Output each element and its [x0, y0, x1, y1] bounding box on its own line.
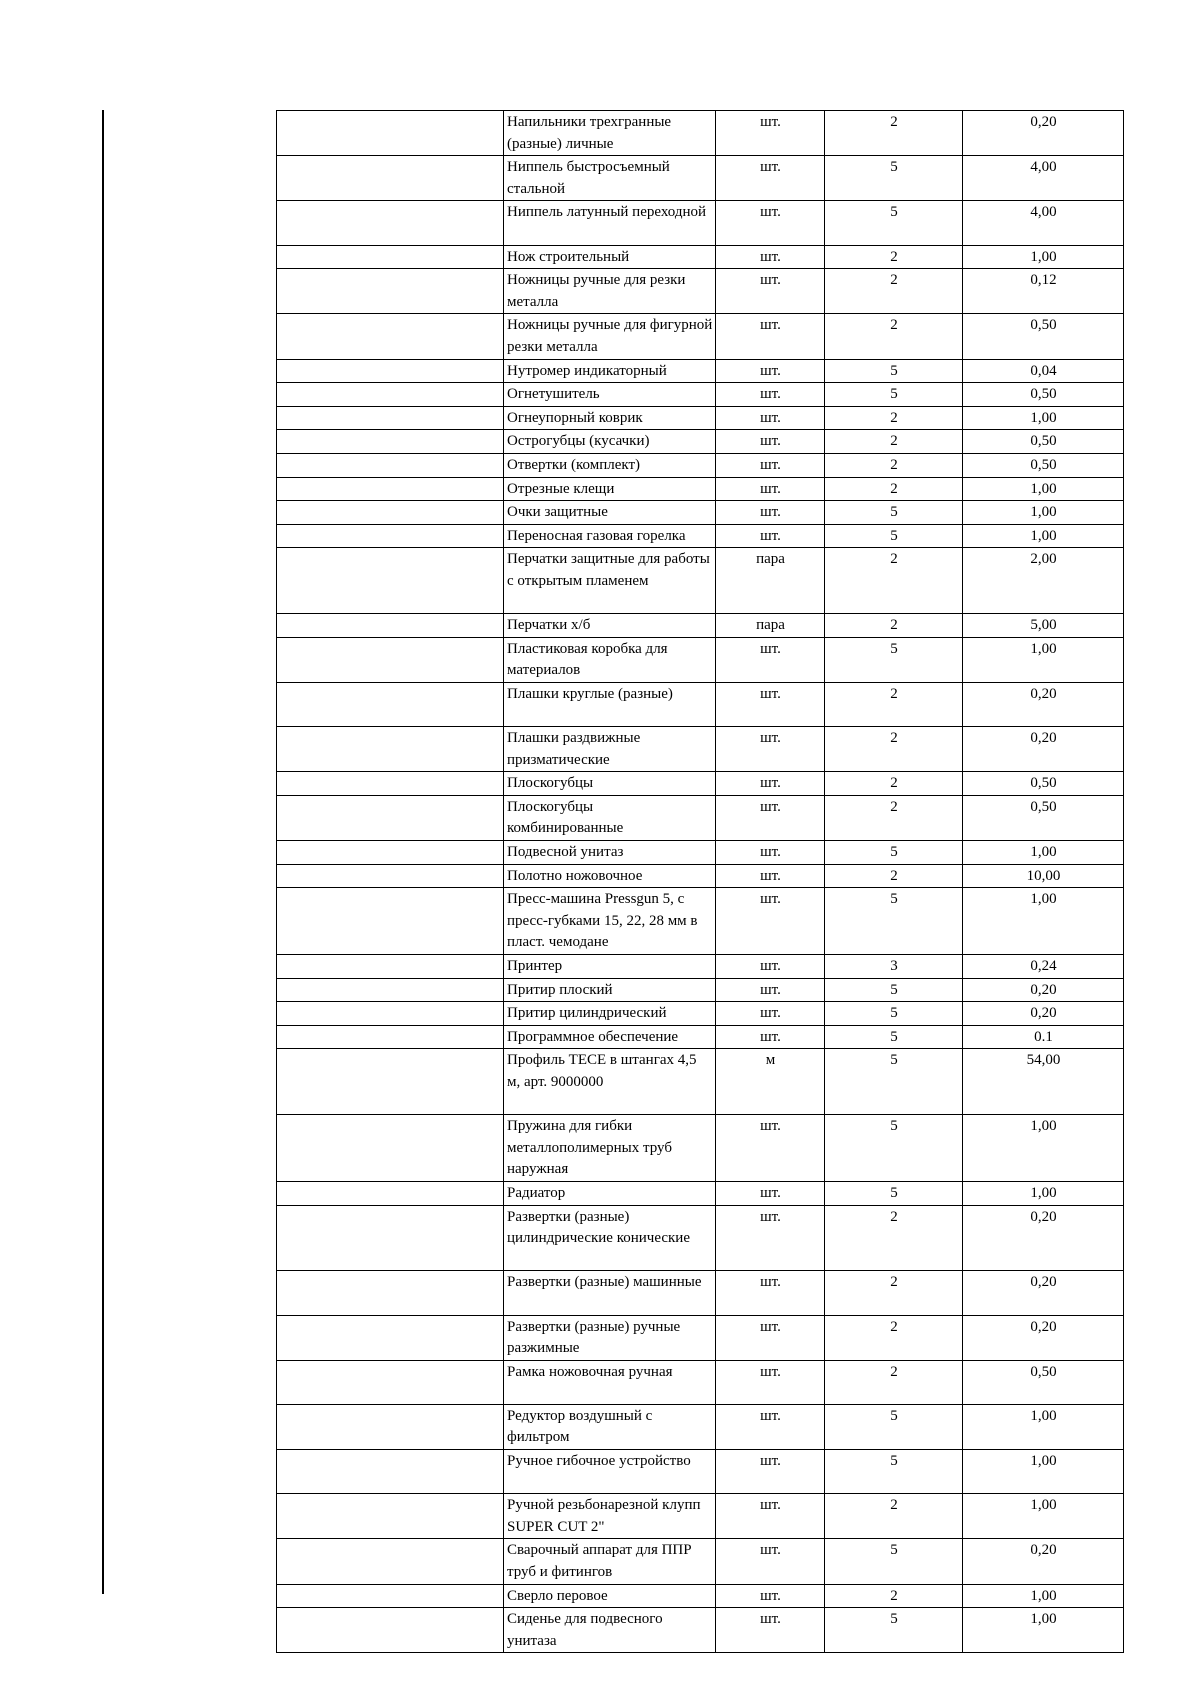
table-row [277, 614, 1124, 638]
unit-cell: пара [716, 548, 825, 614]
unit-cell: шт. [716, 1584, 825, 1608]
value-cell: 1,00 [963, 888, 1124, 955]
empty-cell [277, 201, 504, 245]
unit-cell: м [716, 1049, 825, 1115]
unit-cell: шт. [716, 269, 825, 314]
unit-cell: шт. [716, 841, 825, 865]
unit-cell: шт. [716, 772, 825, 796]
table-row [277, 1025, 1124, 1049]
table-row [277, 978, 1124, 1002]
item-name-cell: Развертки (разные) ручные разжимные [504, 1315, 716, 1360]
quantity-cell: 5 [825, 359, 963, 383]
value-cell: 0,20 [963, 978, 1124, 1002]
value-cell: 0,20 [963, 1002, 1124, 1026]
unit-cell: шт. [716, 314, 825, 359]
item-name-cell: Пластиковая коробка для материалов [504, 637, 716, 682]
value-cell: 1,00 [963, 1608, 1124, 1653]
empty-cell [277, 1608, 504, 1653]
table-row [277, 406, 1124, 430]
quantity-cell: 5 [825, 637, 963, 682]
empty-cell [277, 1271, 504, 1315]
table-row [277, 727, 1124, 772]
table-row [277, 477, 1124, 501]
unit-cell: шт. [716, 383, 825, 407]
table-row [277, 1002, 1124, 1026]
empty-cell [277, 269, 504, 314]
item-name-cell: Подвесной унитаз [504, 841, 716, 865]
table-row [277, 1608, 1124, 1653]
item-name-cell: Ножницы ручные для фигурной резки металла [504, 314, 716, 359]
value-cell: 0.1 [963, 1025, 1124, 1049]
unit-cell: шт. [716, 1271, 825, 1315]
table-row [277, 245, 1124, 269]
unit-cell: шт. [716, 1360, 825, 1404]
left-margin-rule [102, 110, 104, 1594]
value-cell: 10,00 [963, 864, 1124, 888]
equipment-table-body [277, 111, 1124, 1653]
item-name-cell: Притир плоский [504, 978, 716, 1002]
unit-cell: шт. [716, 637, 825, 682]
value-cell: 0,50 [963, 430, 1124, 454]
item-name-cell: Ниппель быстросъемный стальной [504, 156, 716, 201]
item-name-cell: Развертки (разные) машинные [504, 1271, 716, 1315]
unit-cell: шт. [716, 978, 825, 1002]
unit-cell: шт. [716, 156, 825, 201]
unit-cell: шт. [716, 1608, 825, 1653]
value-cell: 1,00 [963, 1450, 1124, 1494]
quantity-cell: 2 [825, 1315, 963, 1360]
item-name-cell: Пружина для гибки металлополимерных труб наружная [504, 1115, 716, 1182]
quantity-cell: 2 [825, 111, 963, 156]
table-row [277, 1115, 1124, 1182]
item-name-cell: Радиатор [504, 1181, 716, 1205]
item-name-cell: Редуктор воздушный с фильтром [504, 1404, 716, 1449]
value-cell: 1,00 [963, 1404, 1124, 1449]
value-cell: 0,24 [963, 954, 1124, 978]
empty-cell [277, 1025, 504, 1049]
quantity-cell: 5 [825, 1025, 963, 1049]
unit-cell: шт. [716, 359, 825, 383]
item-name-cell: Сверло перовое [504, 1584, 716, 1608]
unit-cell: шт. [716, 864, 825, 888]
unit-cell: шт. [716, 111, 825, 156]
value-cell: 0,20 [963, 727, 1124, 772]
table-row [277, 1584, 1124, 1608]
item-name-cell: Напильники трехгранные (разные) личные [504, 111, 716, 156]
quantity-cell: 2 [825, 245, 963, 269]
empty-cell [277, 430, 504, 454]
unit-cell: шт. [716, 406, 825, 430]
empty-cell [277, 406, 504, 430]
quantity-cell: 5 [825, 1115, 963, 1182]
value-cell: 1,00 [963, 1494, 1124, 1539]
value-cell: 0,04 [963, 359, 1124, 383]
item-name-cell: Ниппель латунный переходной [504, 201, 716, 245]
item-name-cell: Переносная газовая горелка [504, 524, 716, 548]
empty-cell [277, 772, 504, 796]
unit-cell: шт. [716, 1205, 825, 1271]
item-name-cell: Принтер [504, 954, 716, 978]
quantity-cell: 5 [825, 1002, 963, 1026]
unit-cell: шт. [716, 727, 825, 772]
empty-cell [277, 1049, 504, 1115]
unit-cell: шт. [716, 501, 825, 525]
value-cell: 0,50 [963, 383, 1124, 407]
empty-cell [277, 864, 504, 888]
table-row [277, 1181, 1124, 1205]
empty-cell [277, 1181, 504, 1205]
unit-cell: шт. [716, 201, 825, 245]
unit-cell: шт. [716, 524, 825, 548]
table-row [277, 156, 1124, 201]
table-row [277, 1360, 1124, 1404]
item-name-cell: Огнеупорный коврик [504, 406, 716, 430]
table-row [277, 269, 1124, 314]
table-row [277, 772, 1124, 796]
unit-cell: шт. [716, 245, 825, 269]
value-cell: 1,00 [963, 841, 1124, 865]
item-name-cell: Профиль TECE в штангах 4,5 м, арт. 9000000 [504, 1049, 716, 1115]
quantity-cell: 5 [825, 888, 963, 955]
table-row [277, 1494, 1124, 1539]
table-row [277, 888, 1124, 955]
item-name-cell: Программное обеспечение [504, 1025, 716, 1049]
item-name-cell: Ножницы ручные для резки металла [504, 269, 716, 314]
item-name-cell: Отвертки (комплект) [504, 453, 716, 477]
table-row [277, 864, 1124, 888]
empty-cell [277, 727, 504, 772]
quantity-cell: 2 [825, 727, 963, 772]
quantity-cell: 5 [825, 1181, 963, 1205]
table-row [277, 314, 1124, 359]
quantity-cell: 2 [825, 864, 963, 888]
empty-cell [277, 245, 504, 269]
empty-cell [277, 1539, 504, 1584]
item-name-cell: Ручной резьбонарезной клупп SUPER CUT 2" [504, 1494, 716, 1539]
table-row [277, 637, 1124, 682]
value-cell: 4,00 [963, 201, 1124, 245]
table-row [277, 111, 1124, 156]
empty-cell [277, 637, 504, 682]
item-name-cell: Нож строительный [504, 245, 716, 269]
quantity-cell: 5 [825, 1539, 963, 1584]
quantity-cell: 5 [825, 501, 963, 525]
empty-cell [277, 1584, 504, 1608]
quantity-cell: 2 [825, 1494, 963, 1539]
empty-cell [277, 1205, 504, 1271]
empty-cell [277, 795, 504, 840]
quantity-cell: 2 [825, 1271, 963, 1315]
table-row [277, 1450, 1124, 1494]
quantity-cell: 2 [825, 1360, 963, 1404]
value-cell: 0,50 [963, 1360, 1124, 1404]
quantity-cell: 2 [825, 269, 963, 314]
unit-cell: шт. [716, 1494, 825, 1539]
item-name-cell: Нутромер индикаторный [504, 359, 716, 383]
empty-cell [277, 359, 504, 383]
quantity-cell: 5 [825, 201, 963, 245]
empty-cell [277, 614, 504, 638]
value-cell: 54,00 [963, 1049, 1124, 1115]
value-cell: 1,00 [963, 501, 1124, 525]
value-cell: 1,00 [963, 524, 1124, 548]
value-cell: 5,00 [963, 614, 1124, 638]
table-row [277, 841, 1124, 865]
item-name-cell: Очки защитные [504, 501, 716, 525]
item-name-cell: Пресс-машина Pressgun 5, с пресс-губками 15, 22, 28 мм в пласт. чемодане [504, 888, 716, 955]
table-row [277, 430, 1124, 454]
value-cell: 2,00 [963, 548, 1124, 614]
quantity-cell: 5 [825, 383, 963, 407]
table-row [277, 383, 1124, 407]
quantity-cell: 2 [825, 614, 963, 638]
table-row [277, 1315, 1124, 1360]
unit-cell: шт. [716, 1539, 825, 1584]
item-name-cell: Сиденье для подвесного унитаза [504, 1608, 716, 1653]
value-cell: 0,20 [963, 1205, 1124, 1271]
table-row [277, 359, 1124, 383]
empty-cell [277, 1494, 504, 1539]
table-row [277, 453, 1124, 477]
item-name-cell: Перчатки х/б [504, 614, 716, 638]
empty-cell [277, 954, 504, 978]
unit-cell: шт. [716, 1181, 825, 1205]
empty-cell [277, 1360, 504, 1404]
quantity-cell: 5 [825, 524, 963, 548]
empty-cell [277, 156, 504, 201]
table-row [277, 501, 1124, 525]
empty-cell [277, 1450, 504, 1494]
table-row [277, 954, 1124, 978]
empty-cell [277, 1404, 504, 1449]
quantity-cell: 3 [825, 954, 963, 978]
quantity-cell: 2 [825, 477, 963, 501]
table-row [277, 548, 1124, 614]
value-cell: 1,00 [963, 245, 1124, 269]
empty-cell [277, 477, 504, 501]
value-cell: 0,50 [963, 453, 1124, 477]
empty-cell [277, 453, 504, 477]
empty-cell [277, 111, 504, 156]
quantity-cell: 2 [825, 1205, 963, 1271]
value-cell: 0,50 [963, 795, 1124, 840]
item-name-cell: Огнетушитель [504, 383, 716, 407]
item-name-cell: Развертки (разные) цилиндрические конические [504, 1205, 716, 1271]
table-row [277, 1049, 1124, 1115]
empty-cell [277, 682, 504, 726]
quantity-cell: 2 [825, 682, 963, 726]
value-cell: 0,20 [963, 1271, 1124, 1315]
quantity-cell: 2 [825, 314, 963, 359]
empty-cell [277, 1115, 504, 1182]
item-name-cell: Полотно ножовочное [504, 864, 716, 888]
empty-cell [277, 548, 504, 614]
quantity-cell: 5 [825, 1404, 963, 1449]
item-name-cell: Плоскогубцы комбинированные [504, 795, 716, 840]
quantity-cell: 2 [825, 406, 963, 430]
quantity-cell: 5 [825, 1450, 963, 1494]
quantity-cell: 2 [825, 548, 963, 614]
item-name-cell: Перчатки защитные для работы с открытым пламенем [504, 548, 716, 614]
unit-cell: шт. [716, 1450, 825, 1494]
value-cell: 1,00 [963, 1181, 1124, 1205]
quantity-cell: 2 [825, 795, 963, 840]
unit-cell: шт. [716, 888, 825, 955]
empty-cell [277, 501, 504, 525]
value-cell: 1,00 [963, 477, 1124, 501]
quantity-cell: 5 [825, 1608, 963, 1653]
unit-cell: шт. [716, 795, 825, 840]
value-cell: 0,20 [963, 1539, 1124, 1584]
value-cell: 0,50 [963, 772, 1124, 796]
value-cell: 0,20 [963, 1315, 1124, 1360]
item-name-cell: Острогубцы (кусачки) [504, 430, 716, 454]
value-cell: 0,12 [963, 269, 1124, 314]
item-name-cell: Притир цилиндрический [504, 1002, 716, 1026]
table-row [277, 1271, 1124, 1315]
quantity-cell: 5 [825, 1049, 963, 1115]
quantity-cell: 2 [825, 1584, 963, 1608]
unit-cell: шт. [716, 1025, 825, 1049]
empty-cell [277, 383, 504, 407]
unit-cell: пара [716, 614, 825, 638]
unit-cell: шт. [716, 430, 825, 454]
unit-cell: шт. [716, 1115, 825, 1182]
equipment-table [276, 110, 1124, 1653]
item-name-cell: Плашки круглые (разные) [504, 682, 716, 726]
empty-cell [277, 841, 504, 865]
table-row [277, 201, 1124, 245]
table-row [277, 1539, 1124, 1584]
value-cell: 0,20 [963, 111, 1124, 156]
table-row [277, 682, 1124, 726]
item-name-cell: Сварочный аппарат для ППР труб и фитингов [504, 1539, 716, 1584]
table-row [277, 1404, 1124, 1449]
unit-cell: шт. [716, 1404, 825, 1449]
unit-cell: шт. [716, 682, 825, 726]
item-name-cell: Плашки раздвижные призматические [504, 727, 716, 772]
value-cell: 4,00 [963, 156, 1124, 201]
unit-cell: шт. [716, 954, 825, 978]
empty-cell [277, 888, 504, 955]
value-cell: 0,20 [963, 682, 1124, 726]
item-name-cell: Ручное гибочное устройство [504, 1450, 716, 1494]
item-name-cell: Плоскогубцы [504, 772, 716, 796]
value-cell: 1,00 [963, 1115, 1124, 1182]
table-row [277, 1205, 1124, 1271]
quantity-cell: 5 [825, 156, 963, 201]
quantity-cell: 5 [825, 978, 963, 1002]
table-row [277, 524, 1124, 548]
empty-cell [277, 978, 504, 1002]
item-name-cell: Отрезные клещи [504, 477, 716, 501]
quantity-cell: 2 [825, 430, 963, 454]
unit-cell: шт. [716, 477, 825, 501]
value-cell: 0,50 [963, 314, 1124, 359]
empty-cell [277, 1315, 504, 1360]
quantity-cell: 5 [825, 841, 963, 865]
value-cell: 1,00 [963, 637, 1124, 682]
quantity-cell: 2 [825, 453, 963, 477]
value-cell: 1,00 [963, 1584, 1124, 1608]
empty-cell [277, 1002, 504, 1026]
unit-cell: шт. [716, 1002, 825, 1026]
table-row [277, 795, 1124, 840]
item-name-cell: Рамка ножовочная ручная [504, 1360, 716, 1404]
value-cell: 1,00 [963, 406, 1124, 430]
unit-cell: шт. [716, 1315, 825, 1360]
unit-cell: шт. [716, 453, 825, 477]
quantity-cell: 2 [825, 772, 963, 796]
empty-cell [277, 524, 504, 548]
empty-cell [277, 314, 504, 359]
